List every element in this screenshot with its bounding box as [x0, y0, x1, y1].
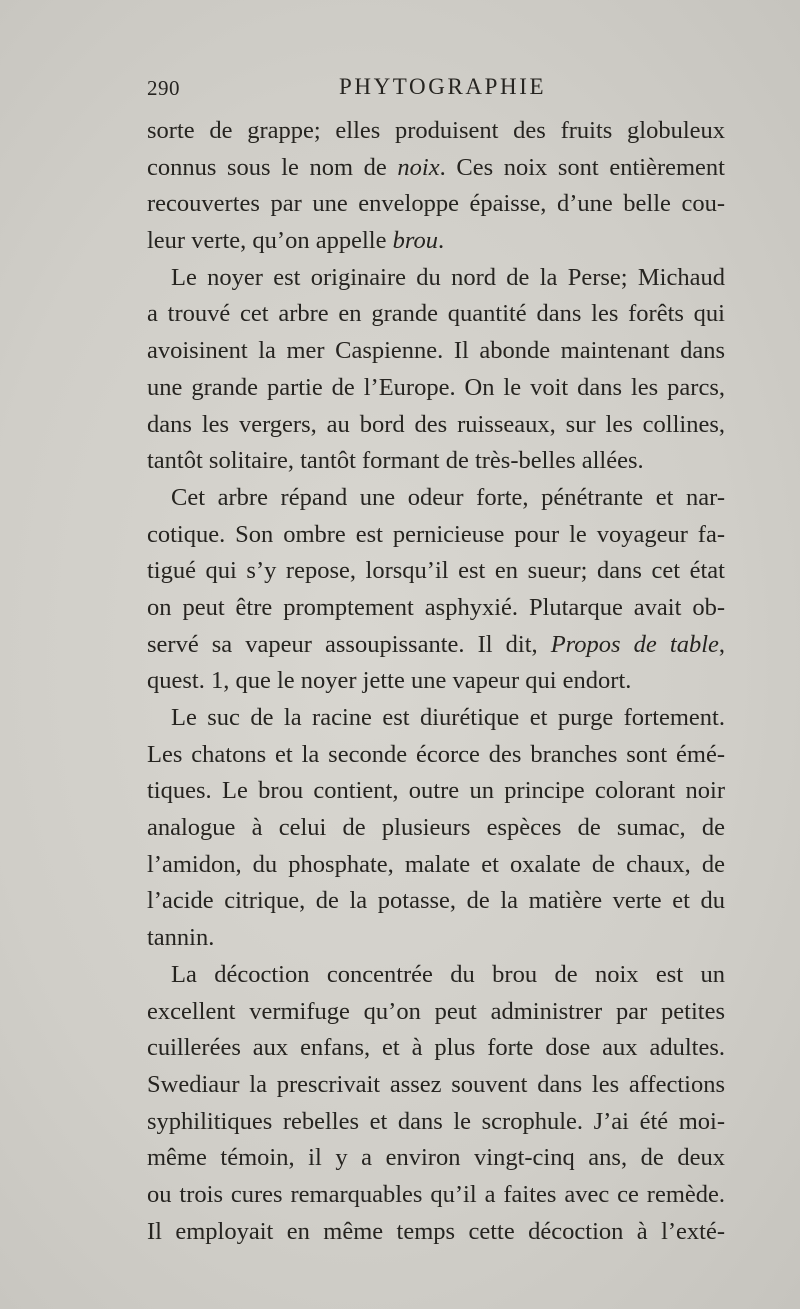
- italic-title: Propos de table: [550, 630, 719, 658]
- text-line: Le noyer est originaire du nord de la Perse; Michaud: [171, 263, 725, 291]
- text-line: recouvertes par une enveloppe épaisse, d’une belle cou-: [147, 190, 725, 218]
- text-line: même témoin, il y a environ vingt-cinq ans, de deux: [147, 1144, 725, 1172]
- text-line: analogue à celui de plusieurs espèces de sumac, de: [147, 814, 725, 842]
- text-line: excellent vermifuge qu’on peut administrer par petites: [147, 997, 725, 1025]
- text-line: a trouvé cet arbre en grande quantité dans les forêts qui: [147, 300, 725, 328]
- text-run: .: [437, 227, 445, 255]
- text-line: l’acide citrique, de la potasse, de la matière verte et du: [147, 887, 725, 915]
- text-run: . Ces noix sont entièrement: [439, 153, 725, 181]
- page-header: [147, 76, 737, 108]
- text-line: Swediaur la prescrivait assez souvent dans les affections: [147, 1070, 725, 1098]
- text-run: leur verte, qu’on appelle: [147, 227, 393, 255]
- running-title: PHYTOGRAPHIE: [339, 74, 547, 99]
- text-run: connus sous le nom de: [147, 153, 398, 181]
- text-line: tantôt solitaire, tantôt formant de très-belles allées.: [147, 447, 644, 475]
- text-line: [147, 627, 725, 664]
- text-line: l’amidon, du phosphate, malate et oxalate de chaux, de: [147, 850, 725, 878]
- text-line: tannin.: [147, 924, 215, 952]
- text-run: servé sa vapeur assoupissante. Il dit,: [147, 630, 551, 658]
- italic-term: brou: [392, 227, 438, 255]
- text-line: une grande partie de l’Europe. On le voit dans les parcs,: [147, 373, 725, 401]
- text-line: tiques. Le brou contient, outre un principe colorant noir: [147, 777, 725, 805]
- text-line: dans les vergers, au bord des ruisseaux, sur les collines,: [147, 410, 725, 438]
- text-line: sorte de grappe; elles produisent des fruits globuleux: [147, 117, 725, 144]
- text-line: [147, 223, 725, 260]
- text-line: Le suc de la racine est diurétique et purge fortement.: [171, 704, 725, 731]
- italic-term: noix: [397, 153, 440, 181]
- body-text: [147, 113, 725, 1250]
- text-line: ou trois cures remarquables qu’il a faites avec ce remède.: [147, 1180, 725, 1208]
- text-line: Cet arbre répand une odeur forte, pénétrante et nar-: [171, 483, 725, 511]
- text-line: La décoction concentrée du brou de noix est un: [171, 960, 725, 988]
- page-number: 290: [147, 76, 180, 100]
- text-run: ,: [718, 630, 725, 658]
- text-line: tigué qui s’y repose, lorsqu’il est en sueur; dans cet état: [147, 557, 725, 585]
- text-line: quest. 1, que le noyer jette une vapeur qui endort.: [147, 667, 632, 695]
- text-line: avoisinent la mer Caspienne. Il abonde maintenant dans: [147, 337, 725, 365]
- text-line: cuillerées aux enfans, et à plus forte dose aux adultes.: [147, 1034, 725, 1062]
- text-line: cotique. Son ombre est pernicieuse pour le voyageur fa-: [147, 520, 725, 548]
- text-line: [147, 150, 725, 187]
- text-line: Il employait en même temps cette décoction à l’exté-: [147, 1217, 725, 1245]
- text-line: syphilitiques rebelles et dans le scrophule. J’ai été moi-: [147, 1107, 725, 1135]
- text-line: on peut être promptement asphyxié. Plutarque avait ob-: [147, 593, 725, 621]
- text-line: Les chatons et la seconde écorce des branches sont émé-: [147, 740, 725, 768]
